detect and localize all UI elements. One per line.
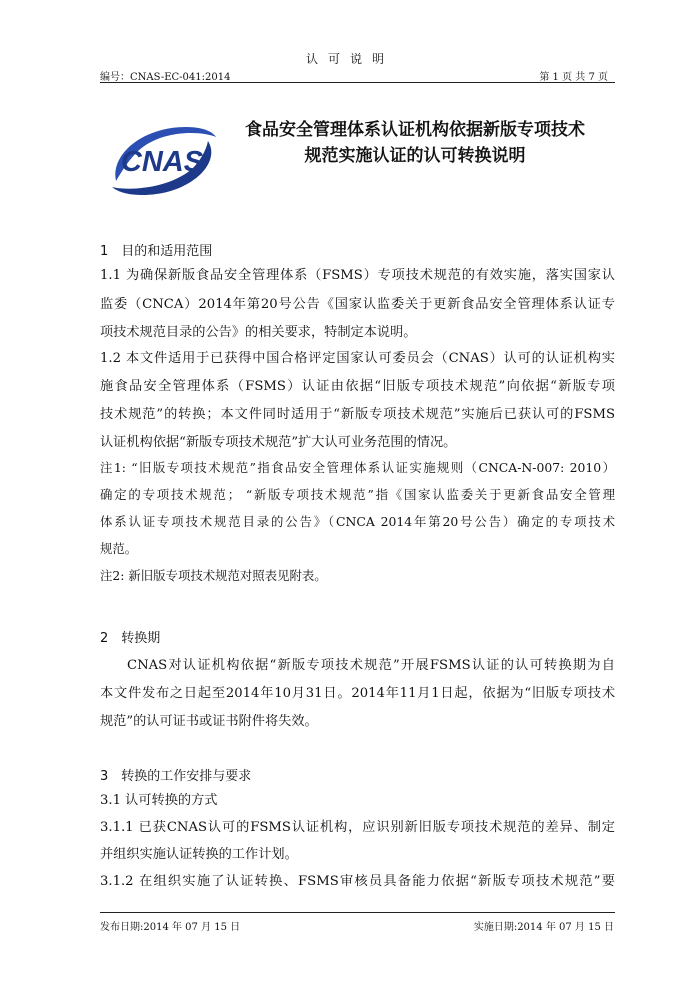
paragraph-line: 项技术规范目录的公告》的相关要求，特制定本说明。 <box>100 325 417 340</box>
cnas-logo <box>102 115 222 205</box>
running-title: 认可说明 <box>305 52 394 66</box>
section-heading: 2 转换期 <box>100 631 161 646</box>
paragraph-line: 认证机构依据“新版专项技术规范”扩大认可业务范围的情况。 <box>100 435 457 450</box>
paragraph-line: CNAS对认证机构依据“新版专项技术规范”开展FSMS认证的认可转换期为自 <box>127 658 615 673</box>
note-line: 规范。 <box>100 541 138 556</box>
document-title-line-2: 规范实施认证的认可转换说明 <box>304 146 526 166</box>
note-line: 注2: 新旧版专项技术规范对照表见附表。 <box>100 568 327 583</box>
note-line: 注1: “旧版专项技术规范”指食品安全管理体系认证实施规则（CNCA-N-007: 2010） <box>100 460 615 475</box>
document-title-line-1: 食品安全管理体系认证机构依据新版专项技术 <box>245 120 585 140</box>
publish-date: 发布日期:2014 年 07 月 15 日 <box>100 922 241 933</box>
section-heading: 1 目的和适用范围 <box>100 244 213 259</box>
paragraph-line: 3.1.2 在组织实施了认证转换、FSMS审核员具备能力依据“新版专项技术规范”要 <box>100 874 615 889</box>
logo-text: CNAS <box>120 146 204 178</box>
doc-number: 编号：CNAS-EC-041:2014 <box>100 72 231 83</box>
header-rule <box>100 82 615 83</box>
paragraph-line: 规范”的认可证书或证书附件将失效。 <box>100 714 318 729</box>
section-heading: 3 转换的工作安排与要求 <box>100 769 252 784</box>
footer-rule <box>100 912 615 913</box>
note-line: 体系认证专项技术规范目录的公告》（CNCA 2014年第20号公告）确定的专项技术 <box>100 514 615 529</box>
paragraph-line: 1.2 本文件适用于已获得中国合格评定国家认可委员会（CNAS）认可的认证机构实 <box>100 351 615 366</box>
paragraph-line: 技术规范”的转换；本文件同时适用于“新版专项技术规范”实施后已获认可的FSMS <box>100 407 615 422</box>
paragraph-line: 施食品安全管理体系（FSMS）认证由依据“旧版专项技术规范”向依据“新版专项 <box>100 379 615 394</box>
paragraph-line: 并组织实施认证转换的工作计划。 <box>100 847 298 862</box>
paragraph-line: 1.1 为确保新版食品安全管理体系（FSMS）专项技术规范的有效实施，落实国家认 <box>100 268 615 283</box>
page-info: 第 1 页 共 7 页 <box>539 72 608 83</box>
paragraph-line: 本文件发布之日起至2014年10月31日。2014年11月1日起，依据为“旧版专项技术 <box>100 686 615 701</box>
note-line: 确定的专项技术规范； “新版专项技术规范”指《国家认监委关于更新食品安全管理 <box>100 487 615 502</box>
paragraph-line: 监委（CNCA）2014年第20号公告《国家认监委关于更新食品安全管理体系认证专 <box>100 297 615 312</box>
effective-date: 实施日期:2014 年 07 月 15 日 <box>473 922 614 933</box>
subsection-heading: 3.1 认可转换的方式 <box>100 793 218 808</box>
paragraph-line: 3.1.1 已获CNAS认可的FSMS认证机构，应识别新旧版专项技术规范的差异、制定 <box>100 820 615 835</box>
